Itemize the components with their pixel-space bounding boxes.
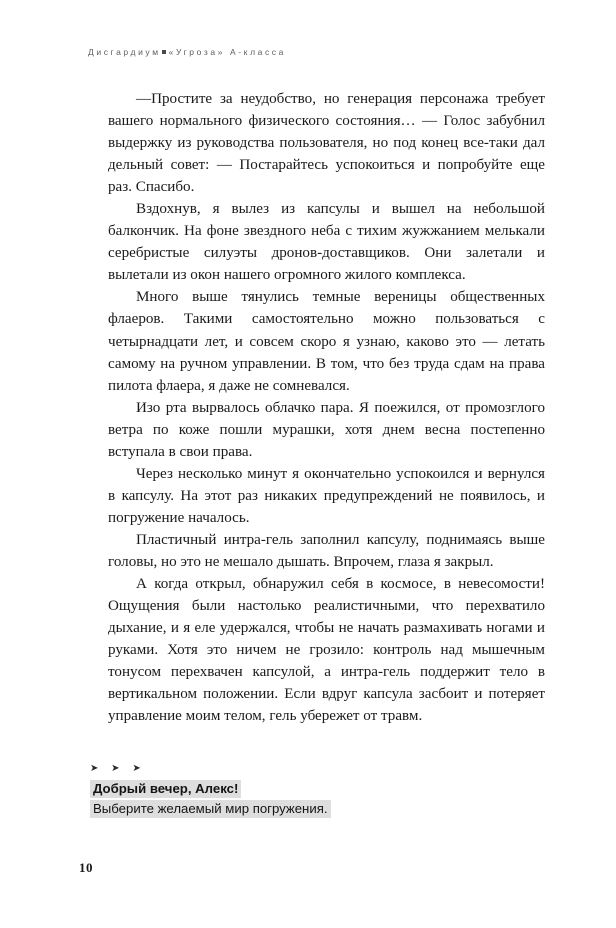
paragraph: Через несколько минут я окончательно успокоился и вернулся в капсулу. На этот раз никаких предупреждений не появилось, и погружение началось. [108, 465, 545, 526]
paragraph: Пластичный интра-гель заполнил капсулу, поднимаясь выше головы, но это не мешало дышать. Впрочем, глаза я закрыл. [108, 531, 545, 570]
running-head [88, 48, 286, 57]
paragraph: Вздохнув, я вылез из капсулы и вышел на небольшой балкончик. На фоне звездного неба с тихим жужжанием мелькали серебристые силуэты дронов-доставщиков. Они залетали и вылетали из окон нашего огромного жилого комплекса. [108, 201, 545, 284]
system-message-greeting [90, 780, 550, 798]
paragraph: Много выше тянулись темные вереницы общественных флаеров. Такими самостоятельно можно пользоваться с четырнадцати лет, и совсем скоро я узнаю, каково это — летать самому на ручном управлении. В том, что без труда сдам на права пилота флаера, я даже не сомневался. [108, 289, 545, 394]
page-number: 10 [79, 860, 93, 875]
system-message-prompt [90, 800, 550, 818]
paragraph: Изо рта вырвалось облачко пара. Я поежился, от промозглого ветра по коже пошли мурашки, хотя днем весна постепенно вступала в свои права. [108, 399, 545, 460]
paragraph: —Простите за неудобство, но генерация персонажа требует вашего нормального физического состояния… — Голос забубнил выдержку из руководства пользователя, но под конец все-таки дал дельный совет: — Постарайтесь успокоиться и попробуйте еще раз. Спасибо. [108, 91, 545, 196]
system-message-prompt-text: Выберите желаемый мир погружения. [90, 800, 331, 818]
square-bullet-icon [162, 50, 166, 54]
running-head-title: Дисгардиум [88, 47, 161, 57]
paragraph: А когда открыл, обнаружил себя в космосе, в невесомости! Ощущения были настолько реалистичными, что перехватило дыхание, и я еле удержался, чтобы не начать размахивать ногами и руками. Хотя это ничем не грозило: контроль над мышечным тонусом перехвачен капсулой, а интра-гель поддержит тело в вертикальном положении. Если вдруг капсула засбоит и потеряет управление моим телом, гель убережет от травм. [108, 576, 545, 725]
system-message-greeting-text: Добрый вечер, Алекс! [90, 780, 241, 798]
triple-chevron-right-icon: ➤ ➤ ➤ [90, 763, 146, 774]
body-text-column [108, 88, 545, 727]
system-message-block [90, 763, 550, 818]
running-head-subtitle: «Угроза» А-класса [168, 47, 286, 57]
